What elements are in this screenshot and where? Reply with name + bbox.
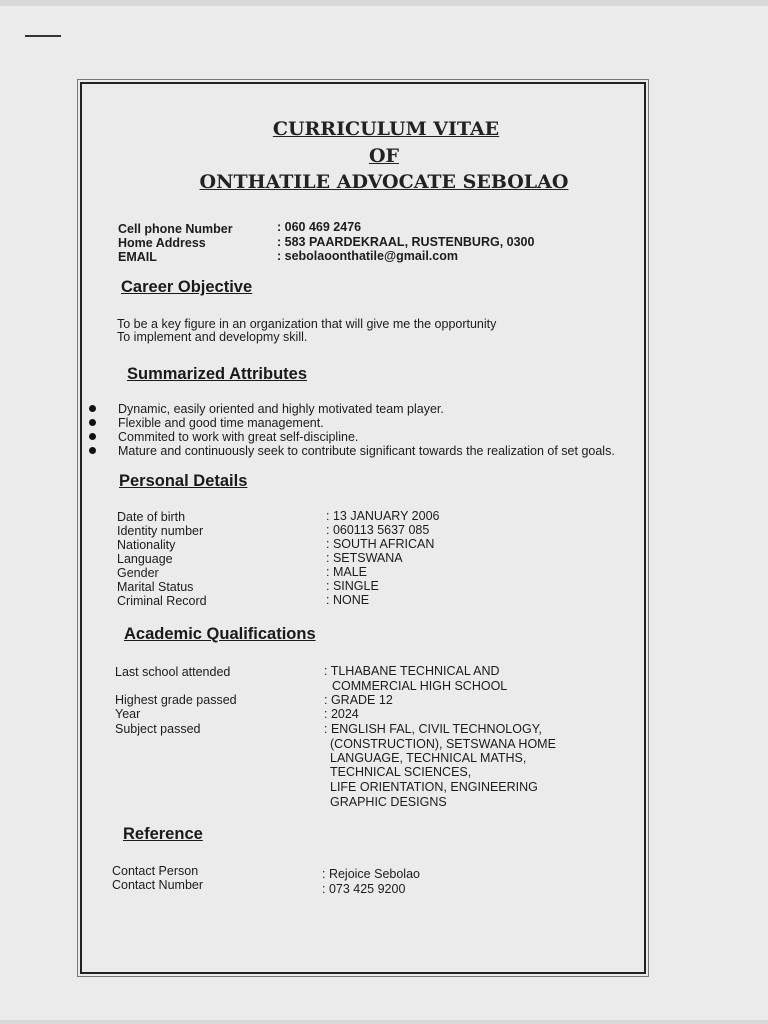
gender-label: Gender [117,566,159,580]
attribute-item: Commited to work with great self-discipline. [118,430,359,444]
academic-heading: Academic Qualifications [124,625,316,643]
subjects-line: (CONSTRUCTION), SETSWANA HOME [330,737,556,751]
attribute-item: Mature and continuously seek to contribute significant towards the realization of set goals. [118,444,615,458]
id-label: Identity number [117,524,204,538]
nationality-value: : SOUTH AFRICAN [326,537,435,551]
career-objective-line-2: To implement and developmy skill. [117,330,308,344]
subjects-label: Subject passed [115,722,201,736]
contact-person-value: : Rejoice Sebolao [322,867,420,881]
bullet-icon [89,405,96,412]
phone-label: Cell phone Number [118,222,233,236]
address-value: : 583 PAARDEKRAAL, RUSTENBURG, 0300 [277,235,535,249]
email-value: : sebolaoonthatile@gmail.com [277,249,458,263]
language-value: : SETSWANA [326,551,403,565]
subjects-line: LIFE ORIENTATION, ENGINEERING [330,780,538,794]
email-label: EMAIL [118,250,157,264]
attribute-item: Dynamic, easily oriented and highly motivated team player. [118,402,444,416]
language-label: Language [117,552,173,566]
dob-label: Date of birth [117,510,186,524]
marital-value: : SINGLE [326,579,379,593]
personal-details-heading: Personal Details [119,472,248,490]
year-label: Year [115,707,141,721]
bullet-icon [89,419,96,426]
subjects-line: TECHNICAL SCIENCES, [330,765,472,779]
career-objective-line-1: To be a key figure in an organization that will give me the opportunity [117,317,497,331]
bullet-icon [89,433,96,440]
dob-value: : 13 JANUARY 2006 [326,509,440,523]
marital-label: Marital Status [117,580,194,594]
reference-heading: Reference [123,825,203,843]
career-objective-heading: Career Objective [121,278,253,296]
nationality-label: Nationality [117,538,176,552]
phone-value: : 060 469 2476 [277,220,362,234]
subjects-line: GRAPHIC DESIGNS [330,795,447,809]
grade-label: Highest grade passed [115,693,237,707]
year-value: : 2024 [324,707,359,721]
contact-number-value: : 073 425 9200 [322,882,406,896]
gender-value: : MALE [326,565,367,579]
subjects-line: LANGUAGE, TECHNICAL MATHS, [330,751,527,765]
school-label: Last school attended [115,665,231,679]
contact-person-label: Contact Person [112,864,199,878]
candidate-name: ONTHATILE ADVOCATE SEBOLAO [199,171,569,193]
bullet-icon [89,447,96,454]
address-label: Home Address [118,236,206,250]
grade-value: : GRADE 12 [324,693,393,707]
pen-mark [25,35,61,37]
document-title: CURRICULUM VITAE [272,118,500,140]
id-value: : 060113 5637 085 [326,523,430,537]
attributes-heading: Summarized Attributes [127,365,308,383]
school-value-line-1: : TLHABANE TECHNICAL AND [324,664,500,678]
subjects-line: : ENGLISH FAL, CIVIL TECHNOLOGY, [324,722,542,736]
school-value-line-2: COMMERCIAL HIGH SCHOOL [332,679,508,693]
title-of: OF [368,145,400,167]
attribute-item: Flexible and good time management. [118,416,324,430]
criminal-label: Criminal Record [117,594,207,608]
criminal-value: : NONE [326,593,370,607]
contact-number-label: Contact Number [112,878,204,892]
